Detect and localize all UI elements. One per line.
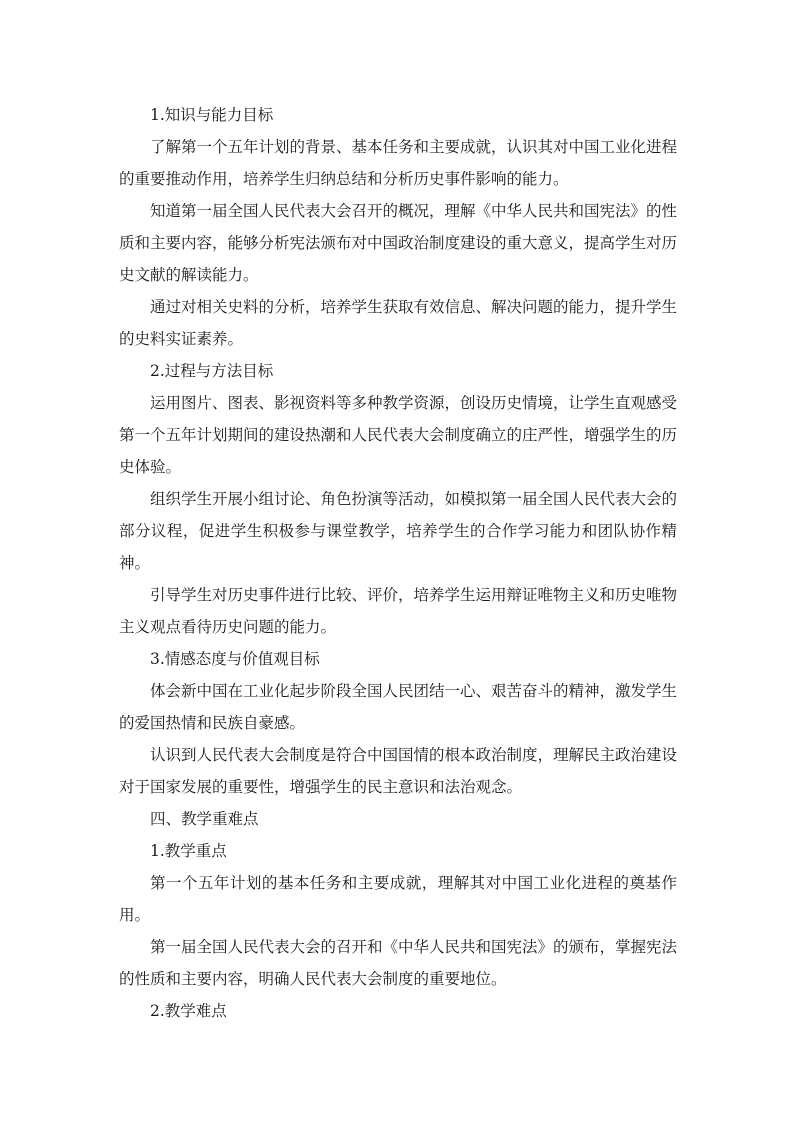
paragraph: 运用图片、图表、影视资料等多种教学资源，创设历史情境，让学生直观感受第一个五年计划期间的建设热潮和人民代表大会制度确立的庄严性，增强学生的历史体验。	[119, 394, 678, 476]
section-heading-values-goals: 3.情感态度与价值观目标	[150, 650, 320, 668]
paragraph: 了解第一个五年计划的背景、基本任务和主要成就，认识其对中国工业化进程的重要推动作用，培养学生归纳总结和分析历史事件影响的能力。	[119, 138, 678, 188]
section-heading-process-goals: 2.过程与方法目标	[150, 362, 274, 380]
paragraph: 认识到人民代表大会制度是符合中国国情的根本政治制度，理解民主政治建设对于国家发展的重要性，增强学生的民主意识和法治观念。	[119, 746, 678, 796]
paragraph: 体会新中国在工业化起步阶段全国人民团结一心、艰苦奋斗的精神，激发学生的爱国热情和民族自豪感。	[119, 682, 678, 732]
section-heading-knowledge-goals: 1.知识与能力目标	[150, 106, 274, 124]
paragraph: 组织学生开展小组讨论、角色扮演等活动，如模拟第一届全国人民代表大会的部分议程，促进学生积极参与课堂教学，培养学生的合作学习能力和团队协作精神。	[119, 490, 678, 572]
paragraph: 知道第一届全国人民代表大会召开的概况，理解《中华人民共和国宪法》的性质和主要内容，能够分析宪法颁布对中国政治制度建设的重大意义，提高学生对历史文献的解读能力。	[119, 202, 678, 284]
subheading-teaching-difficulty: 2.教学难点	[150, 1002, 227, 1020]
paragraph: 通过对相关史料的分析，培养学生获取有效信息、解决问题的能力，提升学生的史料实证素养。	[119, 298, 678, 348]
section-heading-key-points: 四、教学重难点	[150, 810, 259, 828]
paragraph: 第一个五年计划的基本任务和主要成就，理解其对中国工业化进程的奠基作用。	[119, 874, 677, 924]
paragraph: 第一届全国人民代表大会的召开和《中华人民共和国宪法》的颁布，掌握宪法的性质和主要内容，明确人民代表大会制度的重要地位。	[119, 938, 678, 988]
subheading-teaching-focus: 1.教学重点	[150, 842, 227, 860]
paragraph: 引导学生对历史事件进行比较、评价，培养学生运用辩证唯物主义和历史唯物主义观点看待历史问题的能力。	[119, 586, 678, 636]
document-body	[119, 99, 677, 1027]
